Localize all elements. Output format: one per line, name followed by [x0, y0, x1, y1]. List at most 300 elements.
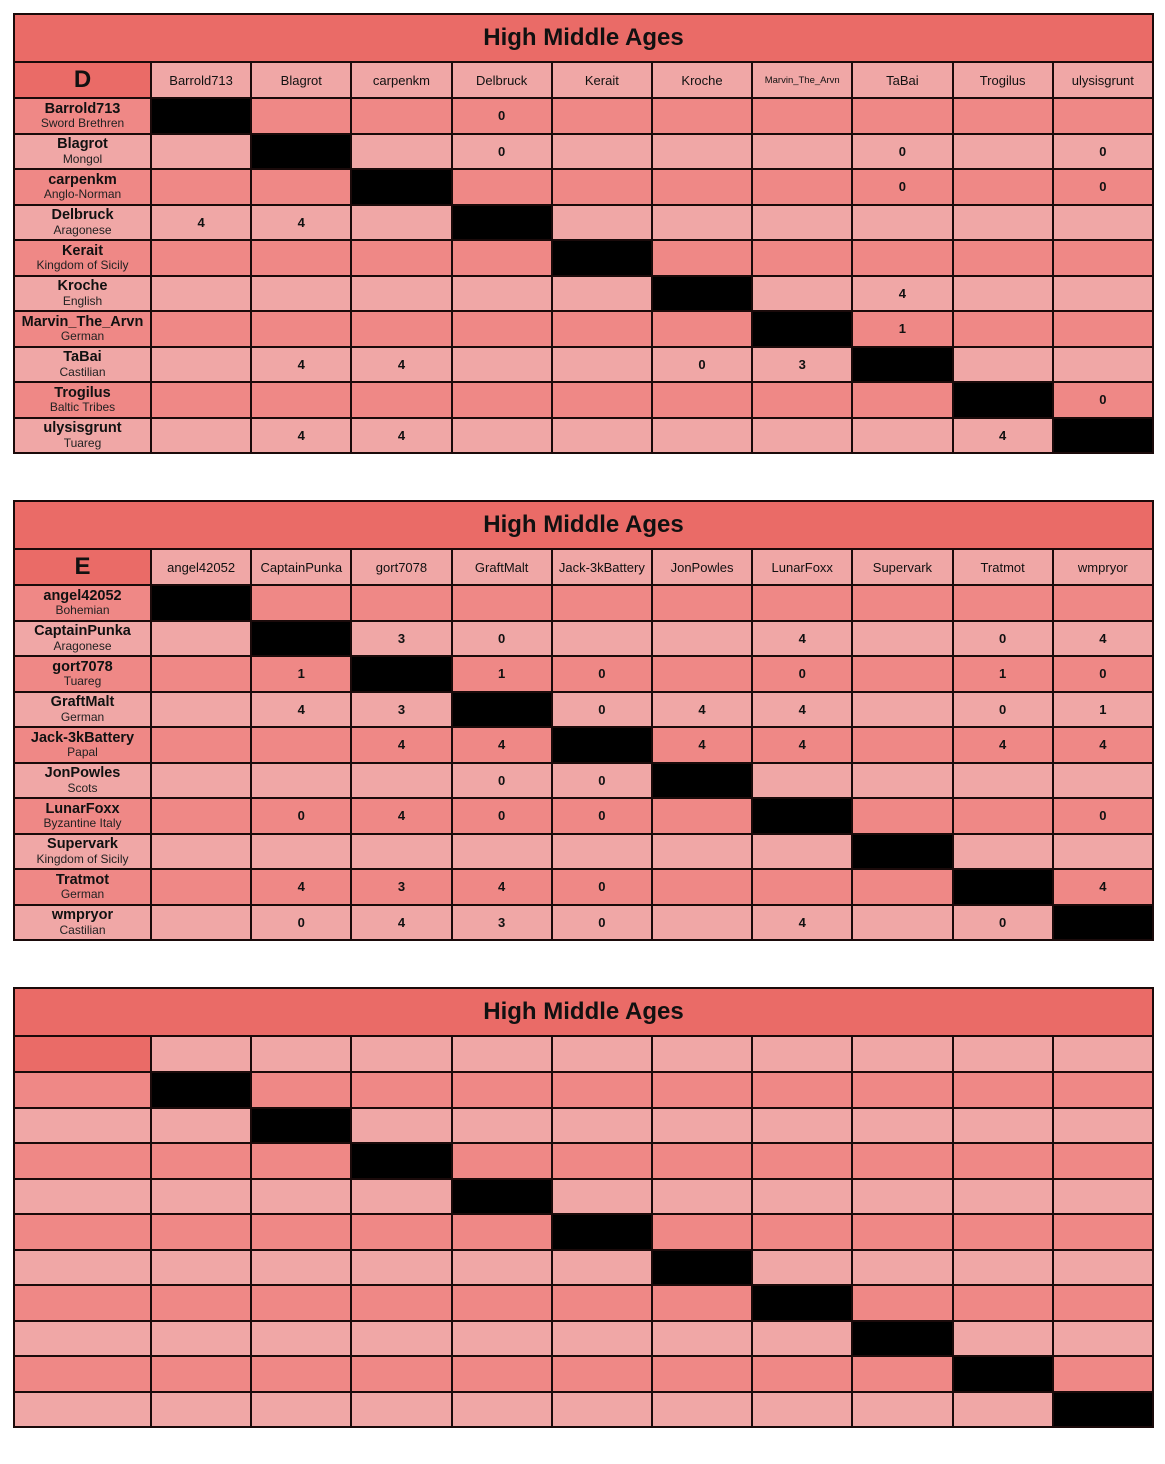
player-name: Tratmot: [55, 871, 110, 888]
player-civ: Aragonese: [53, 222, 112, 237]
score-cell: [552, 834, 652, 870]
column-header: angel42052: [151, 549, 251, 585]
score-cell: [151, 621, 251, 657]
table-row: [14, 798, 1153, 834]
score-cell: 4: [251, 692, 351, 728]
score-cell: [652, 656, 752, 692]
score-cell: 3: [752, 347, 852, 383]
header-row: [14, 549, 1153, 585]
score-cell: [652, 1321, 752, 1357]
score-cell: [452, 1285, 552, 1321]
score-cell: [452, 169, 552, 205]
player-civ: Scots: [67, 780, 98, 795]
score-cell: [151, 905, 251, 941]
row-header: [14, 347, 151, 383]
score-cell: 1: [452, 656, 552, 692]
score-cell: [552, 1108, 652, 1144]
table-title: High Middle Ages: [14, 501, 1153, 549]
score-cell: [151, 169, 251, 205]
score-cell: [452, 418, 552, 454]
score-cell: 0: [953, 905, 1053, 941]
score-cell: [953, 1179, 1053, 1215]
score-cell: [852, 585, 952, 621]
player-name: CaptainPunka: [34, 623, 131, 640]
score-cell: [452, 1321, 552, 1357]
player-name: LunarFoxx: [45, 800, 120, 817]
score-cell: [552, 1143, 652, 1179]
score-cell: [953, 98, 1053, 134]
score-cell: 0: [1053, 656, 1153, 692]
score-cell: [452, 347, 552, 383]
score-cell: 3: [351, 692, 451, 728]
score-cell: [953, 834, 1053, 870]
score-cell: [953, 1250, 1053, 1286]
score-cell: [852, 1356, 952, 1392]
diagonal-cell: [552, 727, 652, 763]
score-cell: [552, 1250, 652, 1286]
row-header: [14, 1321, 151, 1357]
diagonal-cell: [1053, 1392, 1153, 1428]
score-cell: [552, 98, 652, 134]
score-cell: 4: [1053, 869, 1153, 905]
score-cell: [552, 418, 652, 454]
score-cell: 1: [1053, 692, 1153, 728]
column-header: carpenkm: [351, 62, 451, 98]
row-header: [14, 656, 151, 692]
score-cell: [452, 240, 552, 276]
diagonal-cell: [452, 1179, 552, 1215]
score-cell: [552, 382, 652, 418]
score-cell: [953, 1072, 1053, 1108]
score-cell: 0: [552, 763, 652, 799]
table-row: [14, 621, 1153, 657]
score-cell: [752, 1250, 852, 1286]
score-cell: 1: [953, 656, 1053, 692]
score-cell: [251, 763, 351, 799]
score-cell: [1053, 1321, 1153, 1357]
score-cell: [852, 382, 952, 418]
score-cell: [1053, 240, 1153, 276]
player-name: ulysisgrunt: [43, 420, 122, 437]
score-cell: [1053, 1356, 1153, 1392]
column-header: gort7078: [351, 549, 451, 585]
score-cell: [552, 1285, 652, 1321]
column-header: Blagrot: [251, 62, 351, 98]
score-cell: [351, 240, 451, 276]
score-cell: 0: [552, 798, 652, 834]
score-cell: [151, 347, 251, 383]
score-cell: [752, 1108, 852, 1144]
score-cell: [351, 763, 451, 799]
score-cell: [452, 1356, 552, 1392]
table-row: [14, 1108, 1153, 1144]
row-header: [14, 1356, 151, 1392]
score-cell: [752, 134, 852, 170]
score-cell: [552, 169, 652, 205]
score-cell: [351, 1321, 451, 1357]
score-cell: [351, 134, 451, 170]
score-cell: [351, 834, 451, 870]
score-cell: [852, 1214, 952, 1250]
header-row: [14, 62, 1153, 98]
score-cell: [852, 1072, 952, 1108]
table-row: [14, 1321, 1153, 1357]
diagonal-cell: [351, 169, 451, 205]
score-cell: [452, 1143, 552, 1179]
diagonal-cell: [652, 1250, 752, 1286]
row-header: [14, 418, 151, 454]
score-cell: [452, 585, 552, 621]
score-cell: [752, 1321, 852, 1357]
score-cell: [652, 205, 752, 241]
player-name: JonPowles: [44, 765, 121, 782]
score-cell: [852, 1250, 952, 1286]
player-civ: Kingdom of Sicily: [36, 258, 129, 273]
column-header: LunarFoxx: [752, 549, 852, 585]
player-civ: Tuareg: [63, 435, 102, 450]
player-name: angel42052: [43, 587, 122, 604]
player-civ: Tuareg: [63, 674, 102, 689]
score-cell: [852, 1179, 952, 1215]
score-cell: [953, 585, 1053, 621]
score-cell: 4: [351, 727, 451, 763]
score-cell: 4: [251, 418, 351, 454]
player-name: Marvin_The_Arvn: [21, 313, 144, 330]
score-cell: 0: [452, 798, 552, 834]
score-cell: 4: [351, 798, 451, 834]
row-header: [14, 692, 151, 728]
score-cell: 4: [953, 418, 1053, 454]
score-cell: [852, 1143, 952, 1179]
score-cell: [752, 418, 852, 454]
score-cell: [351, 1072, 451, 1108]
diagonal-cell: [852, 1321, 952, 1357]
score-cell: 0: [652, 347, 752, 383]
score-cell: [151, 276, 251, 312]
score-cell: [251, 311, 351, 347]
score-cell: [351, 1356, 451, 1392]
score-cell: [251, 240, 351, 276]
diagonal-cell: [652, 276, 752, 312]
score-cell: [852, 1392, 952, 1428]
group-label: D: [14, 62, 151, 98]
diagonal-cell: [1053, 418, 1153, 454]
diagonal-cell: [953, 382, 1053, 418]
column-header: Marvin_The_Arvn: [752, 62, 852, 98]
table-row: [14, 1356, 1153, 1392]
score-cell: [251, 98, 351, 134]
player-civ: Baltic Tribes: [49, 400, 116, 415]
score-cell: [652, 621, 752, 657]
row-header: [14, 205, 151, 241]
player-name: Kroche: [57, 278, 108, 295]
score-cell: [552, 134, 652, 170]
score-cell: [251, 834, 351, 870]
score-cell: [652, 1179, 752, 1215]
score-cell: [251, 585, 351, 621]
row-header: [14, 585, 151, 621]
row-header: [14, 1250, 151, 1286]
table-row: [14, 240, 1153, 276]
score-cell: [351, 1250, 451, 1286]
score-cell: [752, 1072, 852, 1108]
score-cell: [852, 763, 952, 799]
player-civ: Anglo-Norman: [43, 187, 122, 202]
player-civ: German: [60, 709, 105, 724]
row-header: [14, 1108, 151, 1144]
results-grid-d: [13, 13, 1154, 454]
score-cell: [151, 727, 251, 763]
score-cell: 0: [452, 621, 552, 657]
diagonal-cell: [151, 585, 251, 621]
score-cell: [652, 311, 752, 347]
score-cell: 0: [251, 798, 351, 834]
table-row: [14, 905, 1153, 941]
diagonal-cell: [852, 347, 952, 383]
score-cell: [1053, 1285, 1153, 1321]
table-row: [14, 1250, 1153, 1286]
score-cell: [251, 1321, 351, 1357]
score-cell: [251, 1072, 351, 1108]
score-cell: [1053, 834, 1153, 870]
score-cell: [251, 1392, 351, 1428]
score-cell: [652, 585, 752, 621]
score-cell: [752, 834, 852, 870]
score-cell: [1053, 585, 1153, 621]
score-cell: 4: [452, 727, 552, 763]
score-cell: [552, 1072, 652, 1108]
score-cell: [852, 240, 952, 276]
player-name: gort7078: [52, 658, 113, 675]
player-civ: Aragonese: [53, 638, 112, 653]
score-cell: [151, 1143, 251, 1179]
score-cell: [251, 1250, 351, 1286]
column-header: Kerait: [552, 62, 652, 98]
column-header: [1053, 1036, 1153, 1072]
score-cell: [953, 1143, 1053, 1179]
score-cell: [953, 240, 1053, 276]
score-cell: 0: [852, 134, 952, 170]
score-cell: 4: [852, 276, 952, 312]
row-header: [14, 98, 151, 134]
table-row: [14, 869, 1153, 905]
player-name: Jack-3kBattery: [30, 729, 135, 746]
score-cell: [752, 276, 852, 312]
score-cell: [251, 1285, 351, 1321]
score-cell: [452, 1214, 552, 1250]
results-grid-blank: [13, 987, 1154, 1428]
diagonal-cell: [652, 763, 752, 799]
table-title: High Middle Ages: [14, 988, 1153, 1036]
row-header: [14, 1214, 151, 1250]
score-cell: [852, 1285, 952, 1321]
column-header: TaBai: [852, 62, 952, 98]
player-civ: Bohemian: [55, 603, 110, 618]
score-cell: 4: [351, 905, 451, 941]
diagonal-cell: [251, 134, 351, 170]
row-header: [14, 240, 151, 276]
score-cell: [953, 276, 1053, 312]
player-civ: German: [60, 887, 105, 902]
column-header: [351, 1036, 451, 1072]
score-cell: [151, 1392, 251, 1428]
column-header: CaptainPunka: [251, 549, 351, 585]
score-cell: [452, 1072, 552, 1108]
row-header: [14, 276, 151, 312]
score-cell: [251, 382, 351, 418]
score-cell: [852, 205, 952, 241]
column-header: [752, 1036, 852, 1072]
score-cell: [953, 1321, 1053, 1357]
score-cell: [552, 1392, 652, 1428]
player-name: Trogilus: [54, 384, 111, 401]
row-header: [14, 1143, 151, 1179]
score-cell: [452, 382, 552, 418]
score-cell: [351, 1108, 451, 1144]
table-row: [14, 1179, 1153, 1215]
score-cell: [251, 169, 351, 205]
score-cell: 1: [852, 311, 952, 347]
diagonal-cell: [251, 1108, 351, 1144]
score-cell: [652, 240, 752, 276]
player-civ: Sword Brethren: [40, 116, 125, 131]
score-cell: 4: [251, 869, 351, 905]
score-cell: [552, 347, 652, 383]
column-header: Tratmot: [953, 549, 1053, 585]
score-cell: 4: [752, 692, 852, 728]
score-cell: [652, 1392, 752, 1428]
score-cell: 0: [452, 763, 552, 799]
score-cell: 4: [251, 205, 351, 241]
player-civ: Kingdom of Sicily: [36, 851, 129, 866]
score-cell: [151, 311, 251, 347]
player-name: Delbruck: [51, 207, 114, 224]
score-cell: [652, 1214, 752, 1250]
player-civ: Byzantine Italy: [43, 816, 122, 831]
score-cell: [552, 1356, 652, 1392]
score-cell: [151, 240, 251, 276]
player-civ: Castilian: [59, 922, 106, 937]
score-cell: [652, 98, 752, 134]
diagonal-cell: [1053, 905, 1153, 941]
row-header: [14, 727, 151, 763]
score-cell: [351, 276, 451, 312]
score-cell: [953, 1214, 1053, 1250]
score-cell: [251, 276, 351, 312]
diagonal-cell: [452, 205, 552, 241]
column-header: [452, 1036, 552, 1072]
row-header: [14, 763, 151, 799]
score-cell: [752, 585, 852, 621]
score-cell: [151, 834, 251, 870]
row-header: [14, 1179, 151, 1215]
column-header: Kroche: [652, 62, 752, 98]
score-cell: [552, 1321, 652, 1357]
player-civ: German: [60, 329, 105, 344]
row-header: [14, 621, 151, 657]
player-name: Kerait: [61, 242, 104, 259]
score-cell: [852, 98, 952, 134]
column-header: Delbruck: [452, 62, 552, 98]
score-cell: [151, 382, 251, 418]
score-cell: [752, 98, 852, 134]
score-cell: [452, 1250, 552, 1286]
column-header: [251, 1036, 351, 1072]
diagonal-cell: [151, 98, 251, 134]
diagonal-cell: [452, 692, 552, 728]
score-cell: 0: [452, 134, 552, 170]
row-header: [14, 311, 151, 347]
score-cell: [852, 905, 952, 941]
score-cell: 0: [953, 621, 1053, 657]
diagonal-cell: [351, 656, 451, 692]
column-header: Supervark: [852, 549, 952, 585]
column-header: [151, 1036, 251, 1072]
table-row: [14, 585, 1153, 621]
score-cell: [852, 418, 952, 454]
score-cell: [1053, 1250, 1153, 1286]
score-cell: [852, 1108, 952, 1144]
score-cell: [151, 1356, 251, 1392]
score-cell: [752, 1356, 852, 1392]
score-cell: [652, 834, 752, 870]
score-cell: [752, 205, 852, 241]
header-row: [14, 1036, 1153, 1072]
table-row: [14, 169, 1153, 205]
row-header: [14, 834, 151, 870]
score-cell: [752, 382, 852, 418]
score-cell: [351, 1285, 451, 1321]
score-cell: [852, 798, 952, 834]
score-cell: 4: [953, 727, 1053, 763]
score-cell: [351, 1392, 451, 1428]
group-label: E: [14, 549, 151, 585]
player-civ: Papal: [67, 745, 98, 760]
score-cell: [151, 1250, 251, 1286]
score-cell: [151, 1285, 251, 1321]
score-cell: [752, 869, 852, 905]
score-cell: [351, 205, 451, 241]
score-cell: 0: [452, 98, 552, 134]
score-cell: 0: [1053, 382, 1153, 418]
column-header: Trogilus: [953, 62, 1053, 98]
score-cell: [452, 1108, 552, 1144]
row-header: [14, 1072, 151, 1108]
score-cell: 0: [1053, 134, 1153, 170]
score-cell: 1: [251, 656, 351, 692]
score-cell: [1053, 1179, 1153, 1215]
score-cell: 4: [251, 347, 351, 383]
score-cell: [1053, 347, 1153, 383]
column-header: GraftMalt: [452, 549, 552, 585]
score-cell: 0: [552, 656, 652, 692]
row-header: [14, 134, 151, 170]
diagonal-cell: [953, 1356, 1053, 1392]
score-cell: 4: [752, 905, 852, 941]
table-row: [14, 382, 1153, 418]
score-cell: [251, 1143, 351, 1179]
row-header: [14, 905, 151, 941]
title-row: [14, 501, 1153, 549]
score-cell: [151, 869, 251, 905]
score-cell: [953, 798, 1053, 834]
score-cell: [251, 727, 351, 763]
score-cell: [752, 1392, 852, 1428]
score-cell: [1053, 311, 1153, 347]
table-row: [14, 692, 1153, 728]
score-cell: [752, 1214, 852, 1250]
score-cell: 3: [452, 905, 552, 941]
